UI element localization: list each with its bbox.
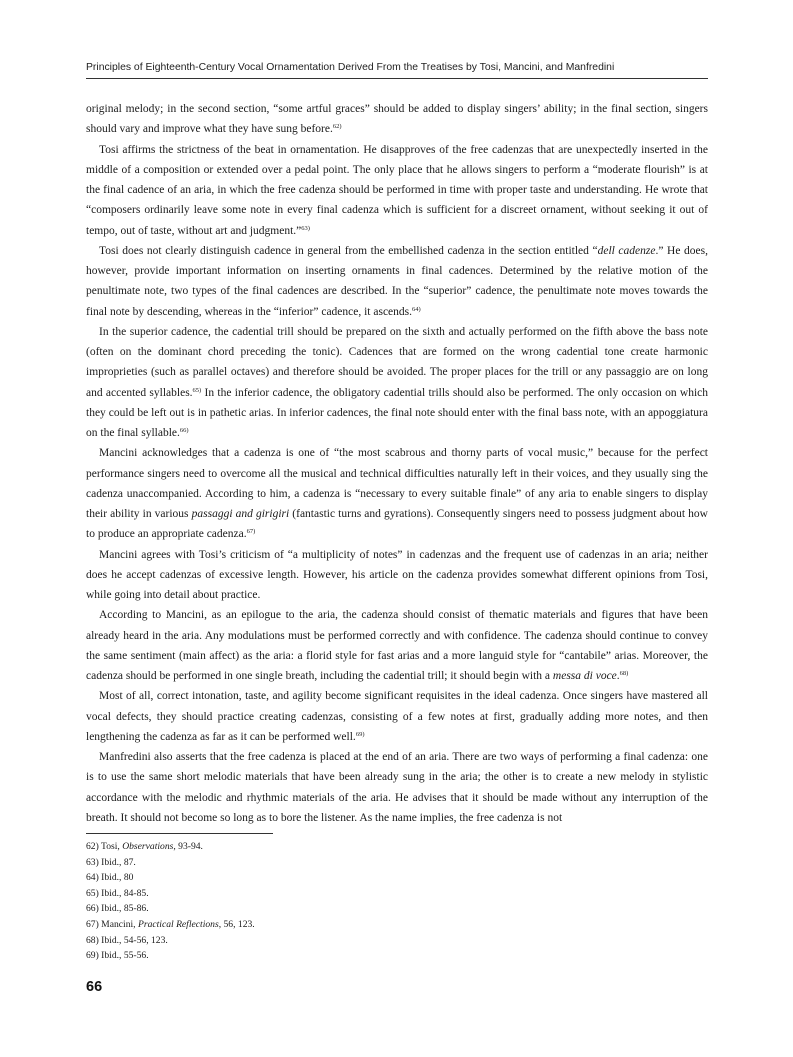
text-run: Mancini agrees with Tosi’s criticism of “a multiplicity of notes” in cadenzas and the frequent use of cadenzas in an aria; neither does he accept cadenzas of excessive length. However, his article on the cadenza provides somewhat different opinions from Tosi, while going into detail about practice. — [86, 548, 708, 601]
footnote-title: Observations — [122, 841, 174, 852]
text-run: Manfredini also asserts that the free cadenza is placed at the end of an aria. There are two ways of performing a final cadenza: one is to use the same short melodic materials that have been already sung in the aria; the other is to create a new melody in stylistic accordance with the melodic and rhythmic materials of the aria. He advises that it should be made without any interruption of the breath. It should not become so long as to bore the listener. As the name implies, the free cadenza is not — [86, 751, 708, 824]
text-run: Mancini acknowledges that a cadenza is one of “the most scabrous and thorny parts of vocal music,” because for the perfect performance singers need to overcome all the musical and technical difficulties naturally left in their voices, and they usually sing the cadenza unaccompanied. According to him, a cadenza is “necessary to every suitable finale” of any aria to enable singers to display their ability in various — [86, 447, 708, 520]
text-run: In the inferior cadence, the obligatory cadential trills should also be performed. The only occasion on which they could be left out is in pathetic arias. In inferior cadences, the final note should enter with the final bass note, with an appoggiatura on the final syllable. — [86, 386, 708, 439]
footnote-67 — [86, 917, 586, 933]
italic-term: messa di voce — [552, 670, 617, 682]
footnote-ref-68[interactable]: 68) — [619, 670, 629, 677]
paragraph — [86, 241, 708, 322]
footnote-text: , 93-94. — [173, 841, 203, 852]
italic-term: passaggi and girigiri — [191, 508, 290, 520]
text-run: Most of all, correct intonation, taste, and agility become significant requisites in the ideal cadenza. Once singers have mastered all vocal defects, they should practice creating cadenzas, consisting of a few notes at first, gradually adding more notes, and then lengthening the cadenza as far as it can be performed well. — [86, 690, 708, 743]
footnote-rule — [86, 833, 273, 834]
footnote-ref-69[interactable]: 69) — [355, 730, 365, 738]
body-text — [86, 99, 708, 828]
italic-term: dell cadenze — [597, 244, 656, 257]
paragraph — [86, 99, 708, 140]
footnote-ref-64[interactable]: 64) — [412, 305, 421, 313]
paragraph — [86, 443, 708, 544]
footnote-text: 69) Ibid., 55-56. — [86, 950, 149, 962]
footnote-65 — [86, 886, 586, 902]
text-run: . — [616, 670, 620, 682]
footnote-text: 67) Mancini, — [86, 918, 138, 930]
header-rule — [86, 78, 708, 79]
footnote-68 — [86, 933, 586, 949]
text-run: Tosi does not clearly distinguish cadence in general from the embellished cadenza in the section entitled “ — [99, 244, 598, 257]
footnote-ref-65[interactable]: 65) — [192, 386, 202, 394]
footnote-64 — [86, 870, 586, 886]
text-run: .” He does, however, provide important information on inserting ornaments in final cadences. Determined by the relative motion of the penultimate note, two types of the final cadences are described. In the “superior” cadence, the penultimate note moves towards the final note by descending, whereas in the “inferior” cadence, it ascends. — [86, 244, 708, 318]
text-run: In the superior cadence, the cadential trill should be prepared on the sixth and actually performed on the fifth above the bass note (often on the dominant chord preceding the tonic). Cadences that are formed on the wrong cadential tone create harmonic improprieties (such as parallel octaves) and therefore should be avoided. The proper places for the trill or any passaggio are on long and accented syllables. — [86, 325, 708, 399]
paragraph — [86, 545, 708, 606]
paragraph — [86, 140, 708, 241]
paragraph — [86, 686, 708, 747]
footnote-text: 63) Ibid., 87. — [86, 856, 136, 868]
footnote-66 — [86, 901, 586, 917]
footnote-text: 64) Ibid., 80 — [86, 872, 134, 884]
footnote-text: 68) Ibid., 54-56, 123. — [86, 934, 168, 946]
footnote-title: Practical Reflections — [137, 918, 219, 930]
paragraph — [86, 605, 708, 686]
footnote-62 — [86, 839, 586, 855]
footnotes — [86, 839, 586, 964]
paragraph — [86, 747, 708, 828]
footnote-text: 65) Ibid., 84-85. — [86, 887, 149, 899]
page-number: 66 — [86, 979, 103, 995]
text-run: According to Mancini, as an epilogue to the aria, the cadenza should consist of thematic materials and figures that have been already heard in the aria. Any modulations must be performed correctly and with confidence. The cadenza should continue to convey the same sentiment (main affect) as the aria: a florid style for fast arias and a more languid style for “cantabile” arias. Moreover, the cadenza should be performed in one single breath, including the cadential trill; it should begin with a — [86, 609, 708, 682]
text-run: Tosi affirms the strictness of the beat in ornamentation. He disapproves of the free cadenzas that are unexpectedly inserted in the middle of a composition or extended over a pedal point. The only place that he allows singers to perform a “moderate flourish” is at the final cadence of an aria, in which the free cadenza should be performed in time with proper taste and understanding. He wrote that “composers ordinarily leave some note in every final cadenza which is sufficient for a discreet ornament, without seeking it out of tempo, out of taste, without art and judgment.” — [86, 143, 708, 237]
text-run: original melody; in the second section, “some artful graces” should be added to display singers’ ability; in the final section, singers should vary and improve what they have sung before. — [86, 103, 708, 136]
paragraph — [86, 322, 708, 444]
text-run: (fantastic turns and gyrations). Consequently singers need to possess judgment about how to produce an appropriate cadenza. — [86, 508, 708, 541]
footnote-ref-62[interactable]: 62) — [332, 123, 342, 131]
footnote-69 — [86, 948, 586, 964]
footnote-ref-63[interactable]: 63) — [301, 224, 310, 232]
footnote-text: 66) Ibid., 85-86. — [86, 903, 149, 915]
footnote-ref-67[interactable]: 67) — [246, 528, 256, 536]
footnote-ref-66[interactable]: 66) — [179, 427, 189, 434]
footnote-63 — [86, 855, 586, 871]
footnote-text: , 56, 123. — [218, 918, 255, 930]
running-head: Principles of Eighteenth-Century Vocal Ornamentation Derived From the Treatises by Tosi, Mancini, and Manfredini — [86, 62, 615, 73]
footnote-text: 62) Tosi, — [86, 841, 123, 852]
